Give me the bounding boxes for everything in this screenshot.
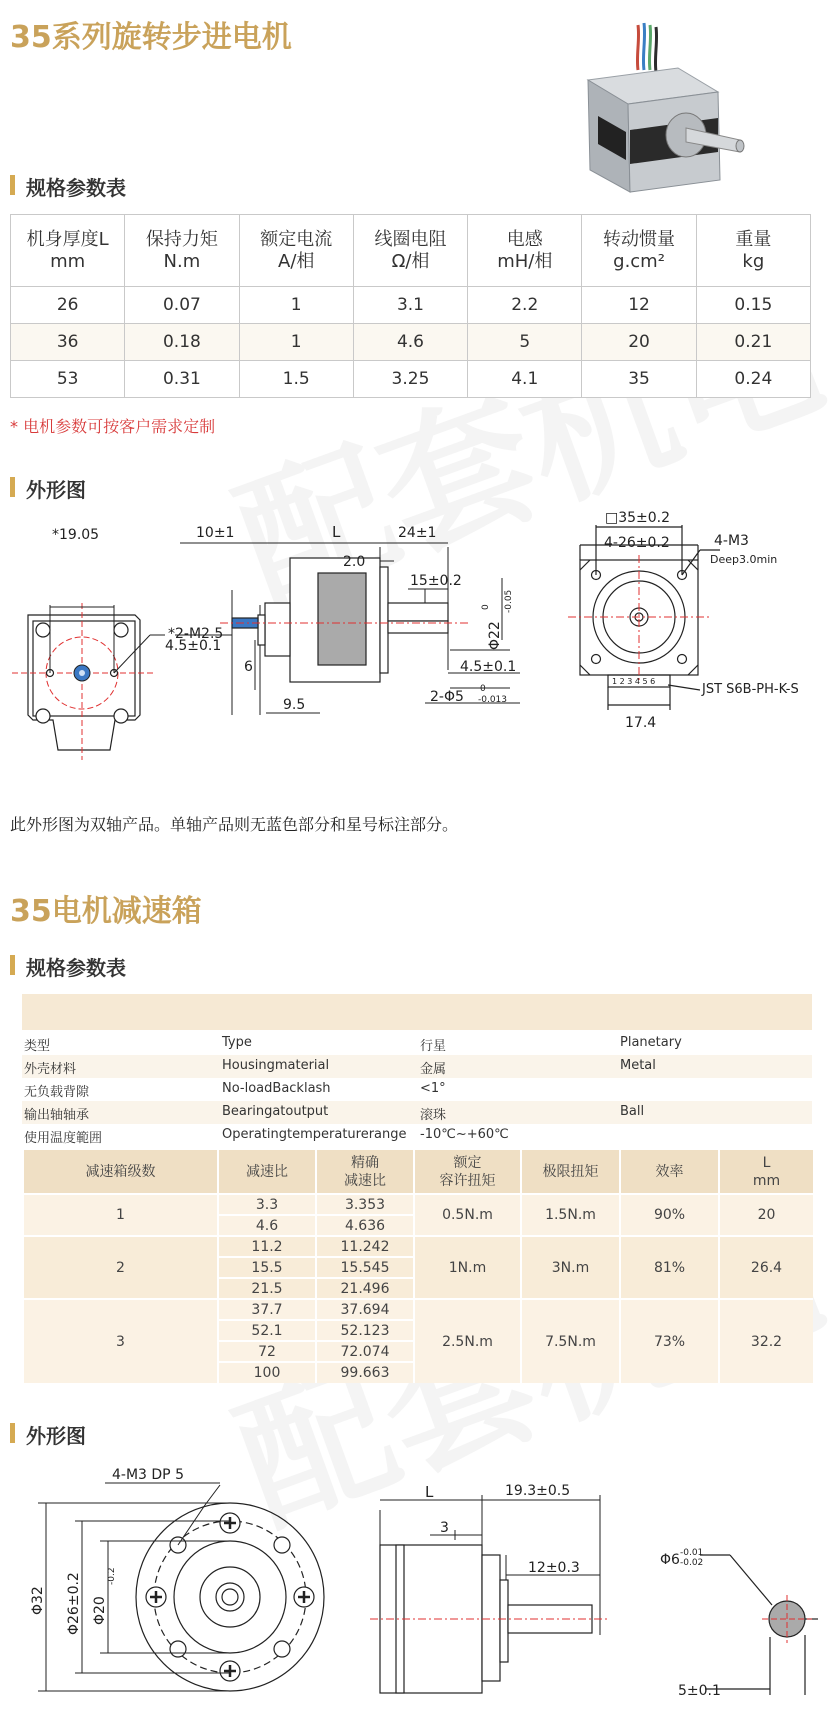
gearbox-table-top-band <box>22 994 812 1030</box>
info-label-cn: 使用温度範囲 <box>24 1131 103 1146</box>
cell-rated: 2.5N.m <box>414 1299 521 1383</box>
table-row <box>23 1299 813 1320</box>
cell-ratio: 52.1 <box>218 1320 316 1341</box>
table-row <box>11 287 811 324</box>
info-value-en: Ball <box>620 1104 645 1119</box>
dim-19-05: *19.05 <box>52 527 100 543</box>
table-cell: 3.1 <box>353 287 467 324</box>
dim-phi26: Φ26±0.2 <box>66 1572 82 1635</box>
cell-limit: 3N.m <box>521 1236 620 1299</box>
cell-exact: 21.496 <box>316 1278 414 1299</box>
dim-phi5-tol-bot: -0.013 <box>478 695 508 705</box>
cell-exact: 37.694 <box>316 1299 414 1320</box>
dim-22: Φ22 <box>487 621 503 650</box>
header-inductance: 电感 mH/相 <box>468 215 582 287</box>
info-label-cn: 类型 <box>24 1039 51 1054</box>
table-cell: 53 <box>11 361 125 398</box>
table-cell: 3.25 <box>353 361 467 398</box>
table-row <box>23 1236 813 1257</box>
dim-l: L <box>332 523 341 541</box>
table-row <box>11 361 811 398</box>
info-value-cn: 行星 <box>420 1039 447 1054</box>
cell-stage: 3 <box>23 1299 218 1383</box>
header-exact-ratio: 精确 减速比 <box>316 1150 414 1194</box>
dim-5: 5±0.1 <box>678 1683 721 1699</box>
info-label-en: Housingmaterial <box>222 1058 330 1073</box>
info-row-bearing <box>22 1101 812 1124</box>
gearbox-ratio-table <box>22 1150 813 1383</box>
info-label-en: Operatingtemperaturerange <box>222 1127 407 1142</box>
dim-3: 3 <box>440 1520 449 1536</box>
header-limit-torque: 极限扭矩 <box>521 1150 620 1194</box>
dim-12: 12±0.3 <box>528 1560 580 1576</box>
header-stages: 减速箱级数 <box>23 1150 218 1194</box>
table-cell: 35 <box>582 361 696 398</box>
info-value-cn: <1° <box>420 1081 446 1096</box>
dim-4-26: 4-26±0.2 <box>604 535 670 551</box>
cell-stage: 2 <box>23 1236 218 1299</box>
gearbox-spec-subtitle: 规格参数表 <box>10 952 126 981</box>
dim-phi20: Φ20 <box>92 1596 108 1625</box>
table-cell: 36 <box>11 324 125 361</box>
dim-4-5-left: 4.5±0.1 <box>165 638 222 654</box>
info-row-housing <box>22 1055 812 1078</box>
table-cell: 1 <box>239 324 353 361</box>
gearbox-section-title: 35电机减速箱 <box>10 894 202 929</box>
dim-phi5: 2-Φ5 <box>430 689 464 705</box>
dim-phi6: Φ6 <box>660 1552 680 1568</box>
cell-exact: 99.663 <box>316 1362 414 1383</box>
table-cell: 0.15 <box>696 287 810 324</box>
dim-17-4: 17.4 <box>625 715 657 731</box>
drawing-note: 此外形图为双轴产品。单轴产品则无蓝色部分和星号标注部分。 <box>10 815 459 834</box>
motor-outline-drawing <box>0 505 830 800</box>
cell-eff: 81% <box>620 1236 719 1299</box>
cell-ratio: 15.5 <box>218 1257 316 1278</box>
cell-eff: 90% <box>620 1194 719 1236</box>
gearbox-outline-drawing <box>0 1455 830 1729</box>
cell-rated: 0.5N.m <box>414 1194 521 1236</box>
dim-m2-5: *2-M2.5 <box>168 626 224 642</box>
header-ratio: 减速比 <box>218 1150 316 1194</box>
cell-ratio: 21.5 <box>218 1278 316 1299</box>
header-rated-current: 额定电流 A/相 <box>239 215 353 287</box>
dim-phi32: Φ32 <box>30 1586 46 1615</box>
cell-length: 26.4 <box>719 1236 813 1299</box>
table-cell: 1 <box>239 287 353 324</box>
table-cell: 5 <box>468 324 582 361</box>
cell-ratio: 11.2 <box>218 1236 316 1257</box>
cell-exact: 4.636 <box>316 1215 414 1236</box>
cell-exact: 3.353 <box>316 1194 414 1215</box>
motor-drawing-subtitle: 外形图 <box>10 474 86 503</box>
info-label-cn: 无负载背隙 <box>24 1085 90 1100</box>
info-value-cn: 滚珠 <box>420 1108 447 1123</box>
table-cell: 20 <box>582 324 696 361</box>
info-label-cn: 输出轴轴承 <box>24 1108 90 1123</box>
cell-length: 32.2 <box>719 1299 813 1383</box>
table-cell: 0.18 <box>125 324 239 361</box>
cell-ratio: 72 <box>218 1341 316 1362</box>
header-holding-torque: 保持力矩 N.m <box>125 215 239 287</box>
connector-label: JST S6B-PH-K-S <box>702 682 799 697</box>
cell-eff: 73% <box>620 1299 719 1383</box>
info-label-cn: 外壳材料 <box>24 1062 77 1077</box>
info-label-en: Bearingatoutput <box>222 1104 329 1119</box>
gearbox-drawing-subtitle: 外形图 <box>10 1420 86 1449</box>
cell-ratio: 37.7 <box>218 1299 316 1320</box>
dim-4-m3: 4-M3 <box>714 533 749 549</box>
dim-22-tol-bot: -0.05 <box>504 589 514 613</box>
cell-limit: 7.5N.m <box>521 1299 620 1383</box>
dim-phi20-tol: -0.2 <box>107 1567 117 1585</box>
info-row-backlash <box>22 1078 812 1101</box>
cell-rated: 1N.m <box>414 1236 521 1299</box>
header-rated-torque: 额定 容许扭矩 <box>414 1150 521 1194</box>
dim-phi5-tol-top: 0 <box>480 684 486 694</box>
dim-2-0: 2.0 <box>343 554 366 570</box>
info-value-cn: -10℃~+60℃ <box>420 1127 509 1142</box>
info-value-cn: 金属 <box>420 1062 447 1077</box>
dim-9-5: 9.5 <box>283 697 306 713</box>
table-cell: 1.5 <box>239 361 353 398</box>
header-efficiency: 效率 <box>620 1150 719 1194</box>
table-cell: 4.1 <box>468 361 582 398</box>
customization-note: * 电机参数可按客户需求定制 <box>10 417 216 436</box>
header-weight: 重量 kg <box>696 215 810 287</box>
cell-exact: 15.545 <box>316 1257 414 1278</box>
dim-24: 24±1 <box>398 525 437 541</box>
dim-phi6-tol-top: -0.01 <box>680 1548 704 1558</box>
header-thickness: 机身厚度L mm <box>11 215 125 287</box>
info-label-en: No-loadBacklash <box>222 1081 331 1096</box>
cell-limit: 1.5N.m <box>521 1194 620 1236</box>
table-cell: 4.6 <box>353 324 467 361</box>
spec-table-header-row <box>11 215 811 287</box>
dim-deep: Deep3.0min <box>710 553 778 566</box>
dim-phi6-tol-bot: -0.02 <box>680 1558 704 1568</box>
cell-ratio: 4.6 <box>218 1215 316 1236</box>
dim-l: L <box>425 1483 434 1501</box>
info-label-en: Type <box>222 1035 252 1050</box>
cell-ratio: 3.3 <box>218 1194 316 1215</box>
info-value-en: Planetary <box>620 1035 682 1050</box>
motor-spec-subtitle: 规格参数表 <box>10 172 126 201</box>
cell-exact: 11.242 <box>316 1236 414 1257</box>
info-row-temperature <box>22 1124 812 1147</box>
dim-square-35: □35±0.2 <box>605 510 671 526</box>
cell-exact: 72.074 <box>316 1341 414 1362</box>
table-cell: 26 <box>11 287 125 324</box>
table-cell: 0.07 <box>125 287 239 324</box>
dim-10: 10±1 <box>196 525 235 541</box>
cell-ratio: 100 <box>218 1362 316 1383</box>
table-cell: 12 <box>582 287 696 324</box>
motor-section-title: 35系列旋转步进电机 <box>10 20 292 55</box>
table-cell: 2.2 <box>468 287 582 324</box>
table-cell: 0.24 <box>696 361 810 398</box>
connector-pins: 1 2 3 4 5 6 <box>612 677 656 686</box>
header-inertia: 转动惯量 g.cm² <box>582 215 696 287</box>
dim-4-5-right: 4.5±0.1 <box>460 659 517 675</box>
table-cell: 0.31 <box>125 361 239 398</box>
table-cell: 0.21 <box>696 324 810 361</box>
table-row <box>11 324 811 361</box>
dim-4-m3-dp5: 4-M3 DP 5 <box>112 1467 184 1483</box>
dim-6: 6 <box>244 659 253 675</box>
header-length: L mm <box>719 1150 813 1194</box>
cell-stage: 1 <box>23 1194 218 1236</box>
motor-spec-table <box>10 214 811 398</box>
motor-photo <box>568 20 758 200</box>
dim-19-3: 19.3±0.5 <box>505 1483 571 1499</box>
info-row-type <box>22 1032 812 1055</box>
cell-exact: 52.123 <box>316 1320 414 1341</box>
dim-15: 15±0.2 <box>410 573 462 589</box>
gearbox-header-row <box>23 1150 813 1194</box>
info-value-en: Metal <box>620 1058 656 1073</box>
cell-length: 20 <box>719 1194 813 1236</box>
dim-22-tol-top: 0 <box>481 604 491 610</box>
header-coil-resistance: 线圈电阻 Ω/相 <box>353 215 467 287</box>
table-row <box>23 1194 813 1215</box>
